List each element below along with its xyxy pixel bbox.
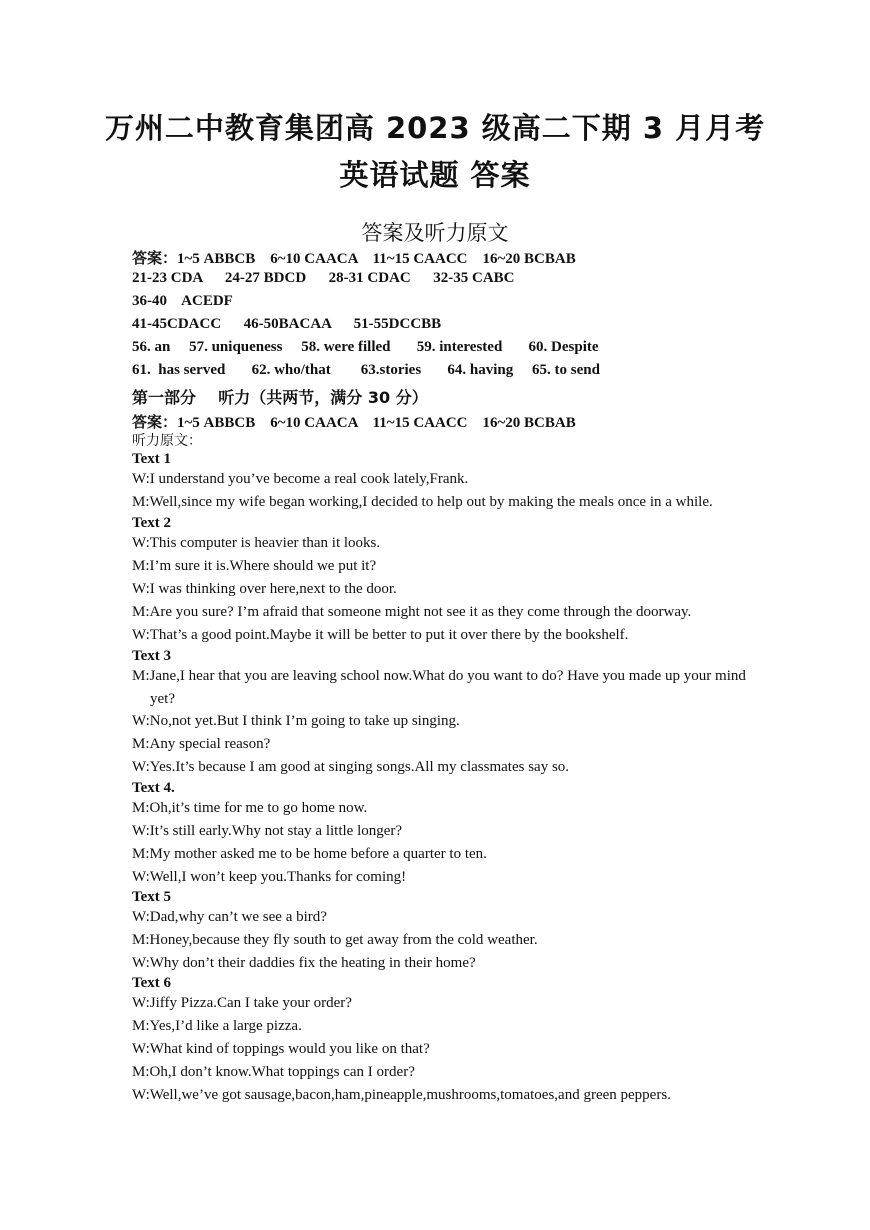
- dialogue-line: W:It’s still early.Why not stay a little longer?: [132, 823, 403, 839]
- dialogue-line: M:I’m sure it is.Where should we put it?: [132, 558, 377, 574]
- text-2-heading: Text 2: [132, 515, 172, 531]
- answer-key-line-3: 36-40 ACEDF: [132, 293, 233, 309]
- dialogue-line: M:Well,since my wife began working,I decided to help out by making the meals once in a while.: [132, 494, 713, 510]
- part-one-heading: 第一部分 听力（共两节，满分 30 分）: [132, 388, 428, 407]
- answer-key-line-1: 答案：1~5 ABBCB 6~10 CAACA 11~15 CAACC 16~20 BCBAB: [132, 251, 576, 267]
- dialogue-line: W:Yes.It’s because I am good at singing songs.All my classmates say so.: [132, 759, 570, 775]
- dialogue-line: W:I was thinking over here,next to the door.: [132, 581, 397, 597]
- answer-key-line-2: 21-23 CDA 24-27 BDCD 28-31 CDAC 32-35 CABC: [132, 270, 515, 286]
- dialogue-line: M:Oh,it’s time for me to go home now.: [132, 800, 368, 816]
- part-one-answers: 答案：1~5 ABBCB 6~10 CAACA 11~15 CAACC 16~20 BCBAB: [132, 415, 576, 431]
- text-5-heading: Text 5: [132, 889, 172, 905]
- dialogue-line: W:No,not yet.But I think I’m going to take up singing.: [132, 713, 460, 729]
- dialogue-line: M:Yes,I’d like a large pizza.: [132, 1018, 302, 1034]
- dialogue-line: W:I understand you’ve become a real cook lately,Frank.: [132, 471, 469, 487]
- answer-key-line-5: 56. an 57. uniqueness 58. were filled 59. interested 60. Despite: [132, 339, 599, 355]
- dialogue-line: M:Any special reason?: [132, 736, 271, 752]
- transcript-label: 听力原文：: [132, 433, 202, 449]
- text-6-heading: Text 6: [132, 975, 172, 991]
- dialogue-line: W:Well,we’ve got sausage,bacon,ham,pineapple,mushrooms,tomatoes,and green peppers.: [132, 1087, 671, 1103]
- dialogue-line: M:My mother asked me to be home before a quarter to ten.: [132, 846, 487, 862]
- dialogue-line: W:Dad,why can’t we see a bird?: [132, 909, 327, 925]
- text-1-heading: Text 1: [132, 451, 172, 467]
- document-title-line-2: 英语试题 答案: [339, 158, 531, 192]
- text-4-heading: Text 4.: [132, 780, 175, 796]
- dialogue-line: W:Why don’t their daddies fix the heating in their home?: [132, 955, 476, 971]
- document-title-line-1: 万州二中教育集团高 2023 级高二下期 3 月月考: [104, 111, 766, 145]
- dialogue-line: M:Are you sure? I’m afraid that someone might not see it as they come through the doorway.: [132, 604, 692, 620]
- dialogue-line: W:What kind of toppings would you like on that?: [132, 1041, 430, 1057]
- dialogue-line: M:Honey,because they fly south to get away from the cold weather.: [132, 932, 538, 948]
- dialogue-line: W:That’s a good point.Maybe it will be better to put it over there by the bookshelf.: [132, 627, 629, 643]
- dialogue-line: W:Jiffy Pizza.Can I take your order?: [132, 995, 352, 1011]
- document-subtitle: 答案及听力原文: [361, 221, 509, 245]
- dialogue-line: W:This computer is heavier than it looks.: [132, 535, 381, 551]
- answer-key-line-4: 41-45CDACC 46-50BACAA 51-55DCCBB: [132, 316, 442, 332]
- text-3-heading: Text 3: [132, 648, 172, 664]
- dialogue-line: M:Jane,I hear that you are leaving school now.What do you want to do? Have you made up your mind yet?: [132, 668, 746, 707]
- dialogue-line: W:Well,I won’t keep you.Thanks for coming!: [132, 869, 407, 885]
- answer-key-line-6: 61. has served 62. who/that 63.stories 64. having 65. to send: [132, 362, 600, 378]
- dialogue-line: M:Oh,I don’t know.What toppings can I order?: [132, 1064, 415, 1080]
